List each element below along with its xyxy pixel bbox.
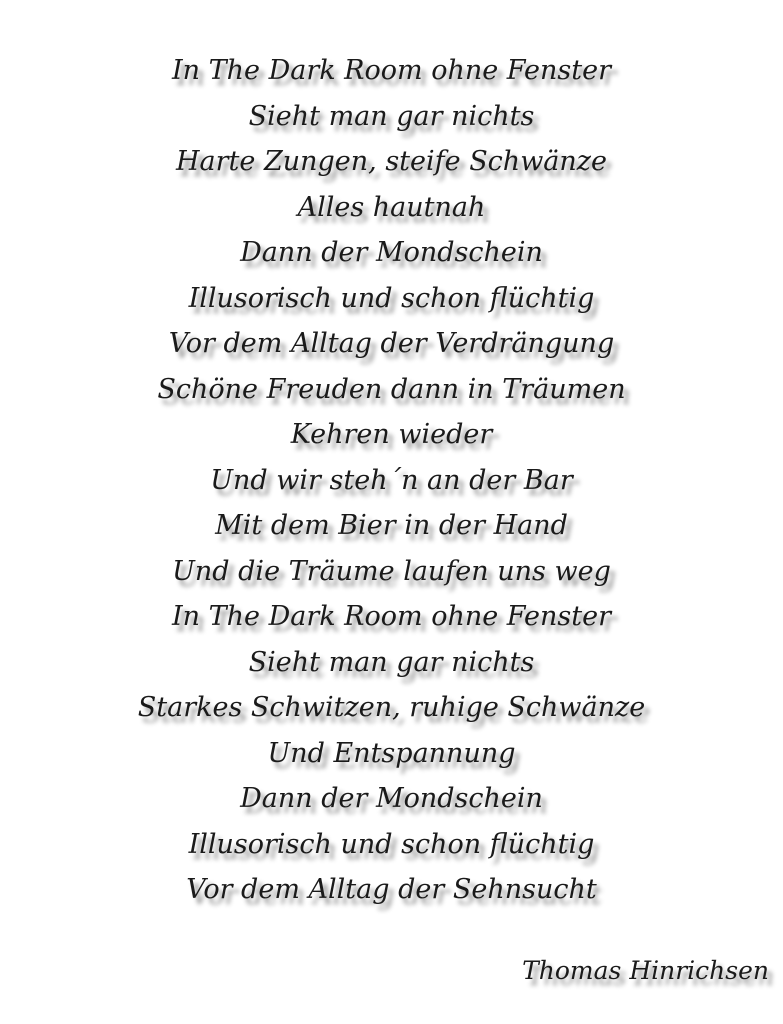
poem-line: Mit dem Bier in der Hand	[215, 510, 568, 541]
poem-line: Sieht man gar nichts	[248, 646, 535, 678]
poem-line: Sieht man gar nichts	[248, 100, 535, 132]
poem-line: Illusorisch und schon flüchtig	[188, 282, 595, 314]
poem-line: Schöne Freuden dann in Träumen	[157, 373, 626, 405]
poem-line: Und die Träume laufen uns weg	[172, 555, 611, 587]
poem-line: In The Dark Room ohne Fenster	[171, 601, 612, 632]
poem-line: Und Entspannung	[267, 737, 516, 769]
poem-line: Starkes Schwitzen, ruhige Schwänze	[137, 692, 646, 723]
poem-line: Harte Zungen, steife Schwänze	[176, 146, 607, 177]
poem-line: Dann der Mondschein	[240, 237, 543, 268]
poem-line: Illusorisch und schon flüchtig	[188, 828, 595, 860]
poem-line: In The Dark Room ohne Fenster	[171, 55, 612, 86]
poem-line: Alles hautnah	[297, 191, 486, 223]
poem-body	[0, 48, 783, 913]
author-signature: Thomas Hinrichsen	[522, 956, 769, 985]
poem-line: Vor dem Alltag der Verdrängung	[168, 328, 615, 359]
poem-line: Dann der Mondschein	[240, 783, 543, 814]
poem-line: Und wir steh´n an der Bar	[210, 464, 573, 496]
poem-line: Vor dem Alltag der Sehnsucht	[186, 874, 597, 905]
poem-line: Kehren wieder	[290, 419, 493, 450]
